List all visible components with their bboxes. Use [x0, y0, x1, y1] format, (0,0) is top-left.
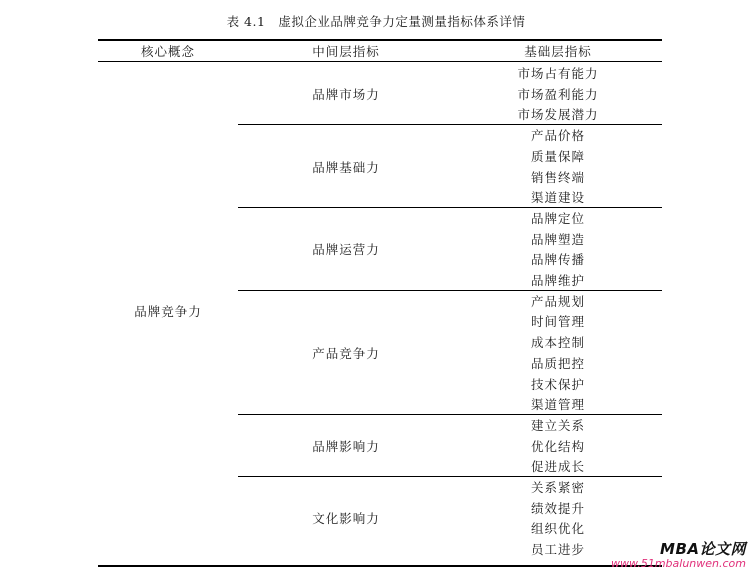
- group-separator: [238, 414, 662, 415]
- watermark: [611, 538, 746, 570]
- group-separator: [238, 476, 662, 477]
- group-separator: [238, 124, 662, 125]
- base-indicator: 技术保护: [530, 376, 585, 392]
- mid-indicator: 产品竞争力: [312, 345, 380, 361]
- group-separator: [238, 290, 662, 291]
- base-indicator: 建立关系: [530, 417, 585, 433]
- base-indicator: 市场发展潜力: [517, 107, 599, 123]
- base-indicator: 品质把控: [530, 355, 585, 371]
- base-indicator: 促进成长: [530, 459, 585, 475]
- group-separator: [238, 207, 662, 208]
- base-indicator: 品牌维护: [530, 273, 585, 288]
- base-indicator: 质量保障: [530, 148, 585, 164]
- base-indicator: 销售终端: [530, 169, 585, 185]
- base-indicator: 组织优化: [530, 521, 585, 537]
- base-indicator: 优化结构: [530, 438, 585, 454]
- base-indicator: 产品规划: [530, 293, 585, 309]
- base-indicator: 时间管理: [530, 314, 585, 330]
- table-bottom-rule: [98, 565, 662, 567]
- base-indicator: 品牌定位: [530, 210, 585, 226]
- base-indicator: 成本控制: [530, 335, 585, 351]
- mid-indicator: 品牌运营力: [312, 242, 380, 258]
- mid-indicator: 品牌基础力: [312, 159, 380, 175]
- core-concept: 品牌竞争力: [134, 304, 202, 320]
- base-indicator: 品牌传播: [530, 252, 585, 268]
- mid-indicator: 品牌市场力: [312, 87, 380, 103]
- mid-indicator: 品牌影响力: [312, 438, 380, 454]
- base-indicator: 品牌塑造: [530, 231, 585, 247]
- base-indicator: 渠道建设: [530, 190, 585, 206]
- header-core: 核心概念: [140, 44, 195, 59]
- base-indicator: 市场占有能力: [517, 66, 599, 81]
- watermark-main: MBA论文网: [660, 540, 746, 558]
- base-indicator: 渠道管理: [530, 397, 585, 413]
- base-indicator: 绩效提升: [530, 500, 585, 516]
- base-indicator: 关系紧密: [530, 480, 585, 495]
- table-caption: 表 4.1 虚拟企业品牌竞争力定量测量指标体系详情: [226, 14, 526, 29]
- watermark-sub: www.51mbalunwen.com: [611, 557, 746, 570]
- header-mid: 中间层指标: [312, 44, 380, 59]
- mid-indicator: 文化影响力: [312, 511, 380, 527]
- table-header-rule: [98, 61, 662, 62]
- base-indicator: 产品价格: [530, 128, 585, 144]
- base-indicator: 市场盈利能力: [517, 86, 599, 102]
- header-base: 基础层指标: [524, 44, 592, 59]
- base-indicator: 员工进步: [530, 542, 585, 558]
- table-top-rule: [98, 39, 662, 41]
